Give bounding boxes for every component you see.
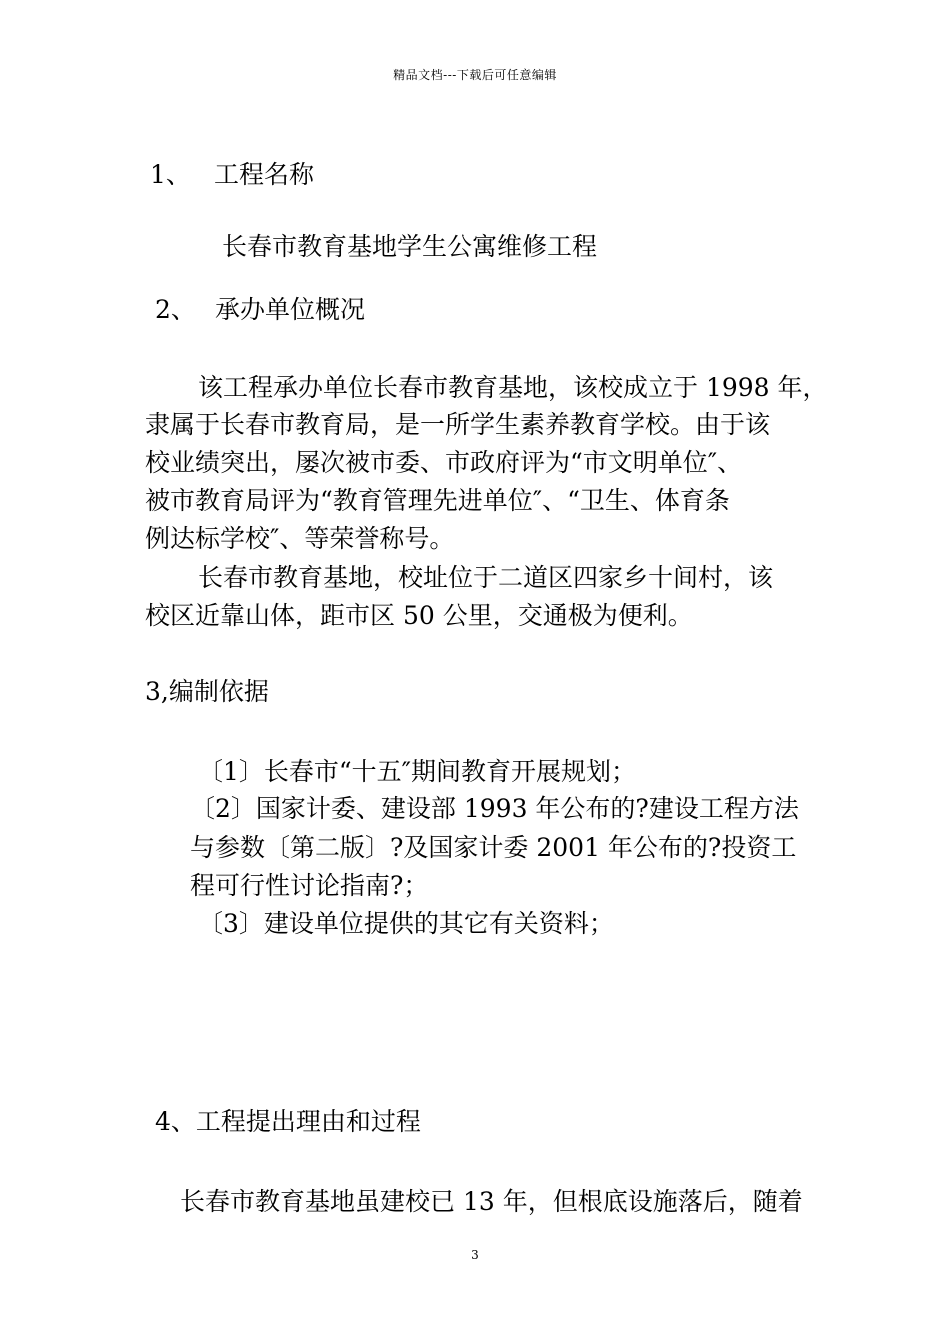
page-header: 精品文档---下载后可任意编辑: [393, 68, 557, 82]
section-1-title: 工程名称: [214, 160, 315, 189]
section-3-list-item: 程可行性讨论指南?；: [190, 871, 429, 900]
section-4-heading: 4、工程提出理由和过程: [155, 1107, 421, 1136]
section-3-list-item: 〔1〕长春市“十五″期间教育开展规划；: [198, 757, 637, 786]
section-4-paragraph-line: 长春市教育基地虽建校已 13 年，但根底设施落后，随着: [180, 1187, 803, 1216]
section-2-paragraph-line: 隶属于长春市教育局，是一所学生素养教育学校。由于该: [145, 410, 771, 439]
section-2-paragraph-line: 例达标学校″、等荣誉称号。: [145, 524, 455, 553]
section-2-paragraph-line: 被市教育局评为“教育管理先进单位″、“卫生、体育条: [145, 486, 730, 515]
section-2-paragraph-line: 校区近靠山体，距市区 50 公里，交通极为便利。: [145, 601, 693, 630]
section-2-paragraph-line: 该工程承办单位长春市教育基地，该校成立于 1998 年，: [198, 373, 828, 402]
section-3-list-item: 与参数〔第二版〕?及国家计委 2001 年公布的?投资工: [190, 833, 797, 862]
section-3-list-item: 〔2〕国家计委、建设部 1993 年公布的?建设工程方法: [190, 794, 799, 823]
section-2-number: 2、: [155, 295, 196, 324]
section-1-number: 1、: [150, 160, 191, 189]
section-3-heading: 3,编制依据: [145, 677, 269, 706]
section-2-heading: [155, 293, 365, 327]
section-2-title: 承办单位概况: [215, 295, 366, 324]
page-number: 3: [471, 1248, 479, 1262]
section-2-paragraph-line: 校业绩突出，屡次被市委、市政府评为“市文明单位″、: [145, 448, 743, 477]
section-3-list-item: 〔3〕建设单位提供的其它有关资料；: [198, 909, 614, 938]
section-2-paragraph-line: 长春市教育基地，校址位于二道区四家乡十间村，该: [198, 563, 774, 592]
section-1-heading: [150, 158, 314, 192]
section-1-content: 长春市教育基地学生公寓维修工程: [222, 232, 598, 261]
